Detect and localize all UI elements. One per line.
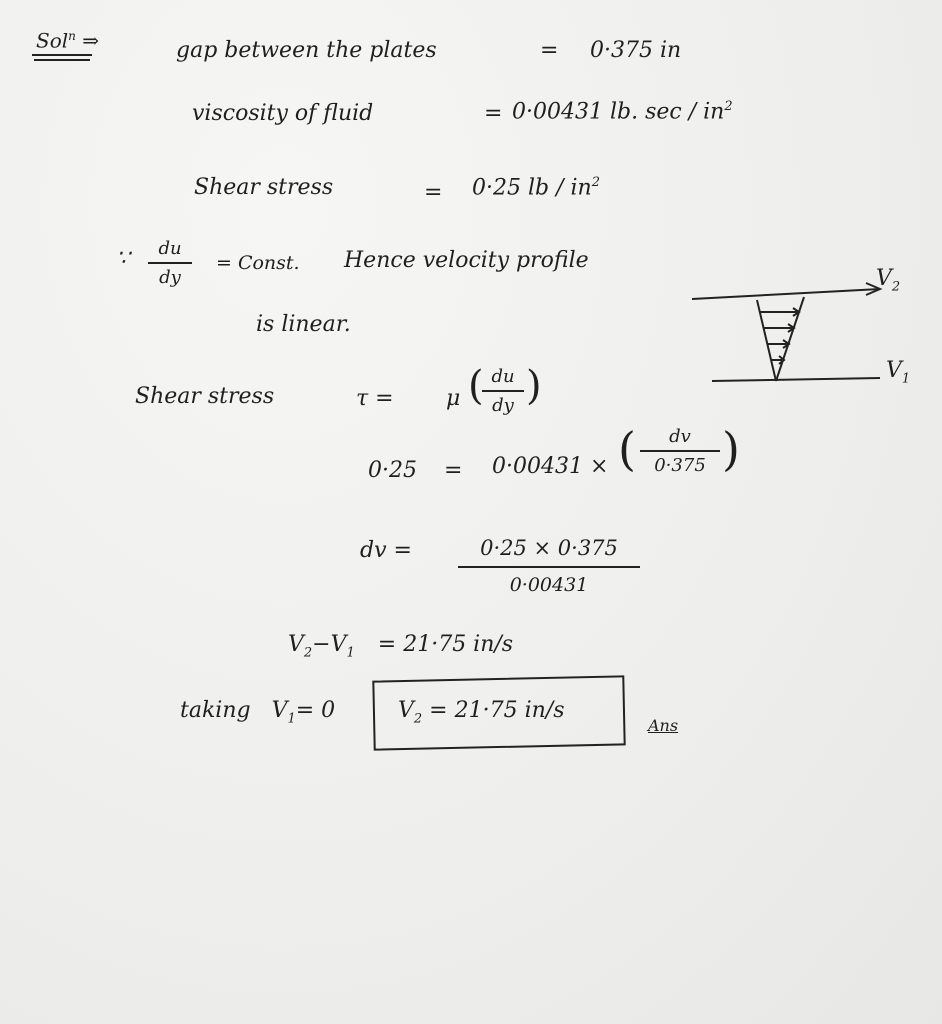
visc-label: viscosity of fluid (192, 101, 374, 126)
tau-paren-close: ) (526, 363, 542, 409)
visc-eq: = (484, 101, 503, 126)
tau-num: du (491, 366, 515, 387)
shear-label: Shear stress (194, 175, 334, 200)
sol-sup: n (68, 29, 76, 43)
diff-v1-sub: 1 (346, 645, 355, 661)
mu-symbol: μ (446, 386, 461, 411)
ans-label: Ans (648, 716, 679, 735)
visc-value-text: 0·00431 lb. sec / in (512, 99, 725, 125)
tau-eq: τ = (356, 386, 394, 411)
gap-label: gap between the plates (176, 38, 437, 63)
sol-arrow: ⇒ (82, 28, 99, 53)
hence-text: Hence velocity profile (344, 248, 589, 273)
gap-eq: = (540, 38, 559, 63)
diagram-top-label (876, 268, 900, 293)
eq1-left: 0·25 (368, 458, 417, 483)
dv-num: 0·25 × 0·375 (480, 536, 618, 560)
shear-value-text: 0·25 lb / in (472, 175, 592, 201)
shear-eq: = (424, 180, 443, 205)
shear2-label: Shear stress (135, 384, 275, 409)
const-text: = Const. (216, 252, 300, 274)
shear-exp: 2 (591, 175, 600, 190)
sol-text: Sol (36, 28, 69, 53)
taking-eq: = 0 (295, 698, 336, 723)
gap-value: 0·375 in (590, 38, 682, 63)
ans-v: V (398, 698, 414, 723)
diagram-bottom-label (886, 360, 910, 385)
tau-den: dy (492, 395, 514, 416)
taking-v: V (271, 698, 288, 723)
diff-v2-sub: 2 (303, 645, 313, 661)
tau-paren-open: ( (468, 363, 484, 409)
diff-v2: V (288, 632, 304, 657)
diagram-top-sub: 2 (891, 279, 901, 295)
ans-sub: 2 (413, 711, 423, 727)
dudy-num: du (158, 238, 182, 259)
eq1-paren-close: ) (722, 422, 740, 476)
taking-sub: 1 (287, 711, 296, 727)
taking-text: taking (180, 698, 251, 723)
eq1-paren-open: ( (618, 422, 636, 476)
dv-den: 0·00431 (509, 574, 589, 596)
diff-minus: −V (312, 632, 347, 657)
bottom-plate-line (712, 378, 880, 381)
diagram-top-v: V (876, 266, 892, 291)
profile-slanted (776, 297, 804, 381)
diagram-bottom-sub: 1 (901, 371, 911, 387)
top-plate-line (692, 289, 880, 299)
visc-exp: 2 (724, 99, 733, 114)
since-symbol: ∵ (116, 246, 130, 271)
ans-value: = 21·75 in/s (429, 698, 565, 723)
eq1-num: dv (669, 426, 691, 447)
diff-right: = 21·75 in/s (377, 632, 514, 657)
dv-left: dv = (360, 538, 412, 563)
linear-text: is linear. (256, 312, 351, 337)
eq1-eq: = (444, 458, 463, 483)
dudy-den: dy (159, 267, 181, 288)
eq1-right: 0·00431 × (492, 454, 609, 479)
diagram-bottom-v: V (886, 358, 902, 383)
eq1-den: 0·375 (654, 455, 706, 476)
